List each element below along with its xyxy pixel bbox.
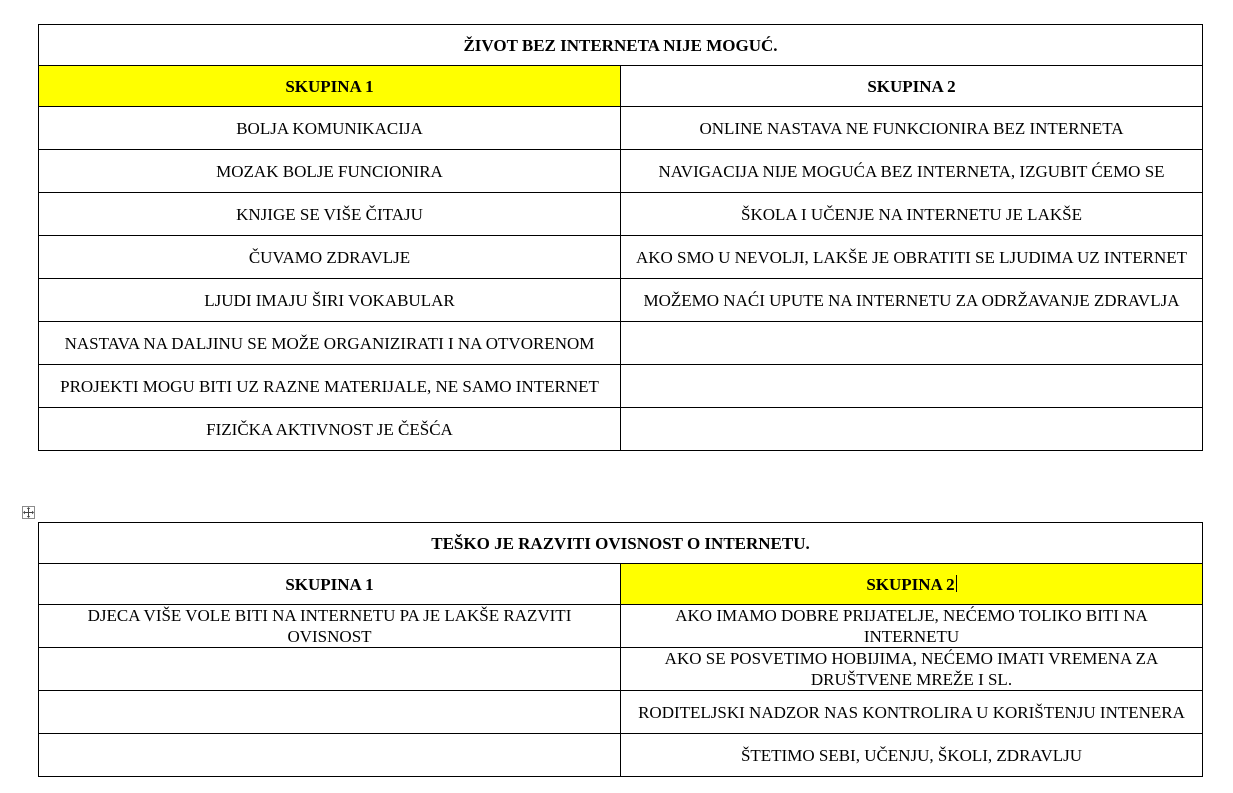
table-title[interactable]: TEŠKO JE RAZVITI OVISNOST O INTERNETU. [39,523,1203,564]
table-cell[interactable]: LJUDI IMAJU ŠIRI VOKABULAR [39,279,621,322]
header-skupina-2[interactable]: SKUPINA 2 [621,66,1203,107]
table-cell[interactable] [621,365,1203,408]
table-cell[interactable]: MOZAK BOLJE FUNCIONIRA [39,150,621,193]
table-cell[interactable]: DJECA VIŠE VOLE BITI NA INTERNETU PA JE LAKŠE RAZVITI OVISNOST [39,605,621,648]
table-cell[interactable]: ŠKOLA I UČENJE NA INTERNETU JE LAKŠE [621,193,1203,236]
header-skupina-1[interactable]: SKUPINA 1 [39,564,621,605]
table-cell[interactable]: NASTAVA NA DALJINU SE MOŽE ORGANIZIRATI I NA OTVORENOM [39,322,621,365]
table-cell[interactable]: NAVIGACIJA NIJE MOGUĆA BEZ INTERNETA, IZGUBIT ĆEMO SE [621,150,1203,193]
text-cursor [956,575,957,592]
header-skupina-2[interactable] [621,564,1203,605]
table-cell[interactable]: RODITELJSKI NADZOR NAS KONTROLIRA U KORIŠTENJU INTENERA [621,691,1203,734]
table-cell[interactable] [621,322,1203,365]
table-cell[interactable]: MOŽEMO NAĆI UPUTE NA INTERNETU ZA ODRŽAVANJE ZDRAVLJA [621,279,1203,322]
table-cell[interactable]: AKO IMAMO DOBRE PRIJATELJE, NEĆEMO TOLIKO BITI NA INTERNETU [621,605,1203,648]
table-zivot-bez-interneta [38,24,1203,451]
header-skupina-1[interactable]: SKUPINA 1 [39,66,621,107]
table-cell[interactable]: AKO SMO U NEVOLJI, LAKŠE JE OBRATITI SE LJUDIMA UZ INTERNET [621,236,1203,279]
table-cell[interactable]: AKO SE POSVETIMO HOBIJIMA, NEĆEMO IMATI VREMENA ZA DRUŠTVENE MREŽE I SL. [621,648,1203,691]
table-cell[interactable] [39,734,621,777]
header-label: SKUPINA 2 [866,574,955,594]
table-cell[interactable]: ČUVAMO ZDRAVLJE [39,236,621,279]
table-tesko-je-razviti-ovisnost [38,522,1203,777]
move-arrows-icon[interactable] [22,506,35,519]
table-cell[interactable] [621,408,1203,451]
table-cell[interactable] [39,648,621,691]
table-cell[interactable]: KNJIGE SE VIŠE ČITAJU [39,193,621,236]
table-cell[interactable]: ŠTETIMO SEBI, UČENJU, ŠKOLI, ZDRAVLJU [621,734,1203,777]
table-cell[interactable] [39,691,621,734]
table-title[interactable]: ŽIVOT BEZ INTERNETA NIJE MOGUĆ. [39,25,1203,66]
table-cell[interactable]: PROJEKTI MOGU BITI UZ RAZNE MATERIJALE, NE SAMO INTERNET [39,365,621,408]
table-cell[interactable]: ONLINE NASTAVA NE FUNKCIONIRA BEZ INTERNETA [621,107,1203,150]
table-cell[interactable]: FIZIČKA AKTIVNOST JE ČEŠĆA [39,408,621,451]
table-cell[interactable]: BOLJA KOMUNIKACIJA [39,107,621,150]
